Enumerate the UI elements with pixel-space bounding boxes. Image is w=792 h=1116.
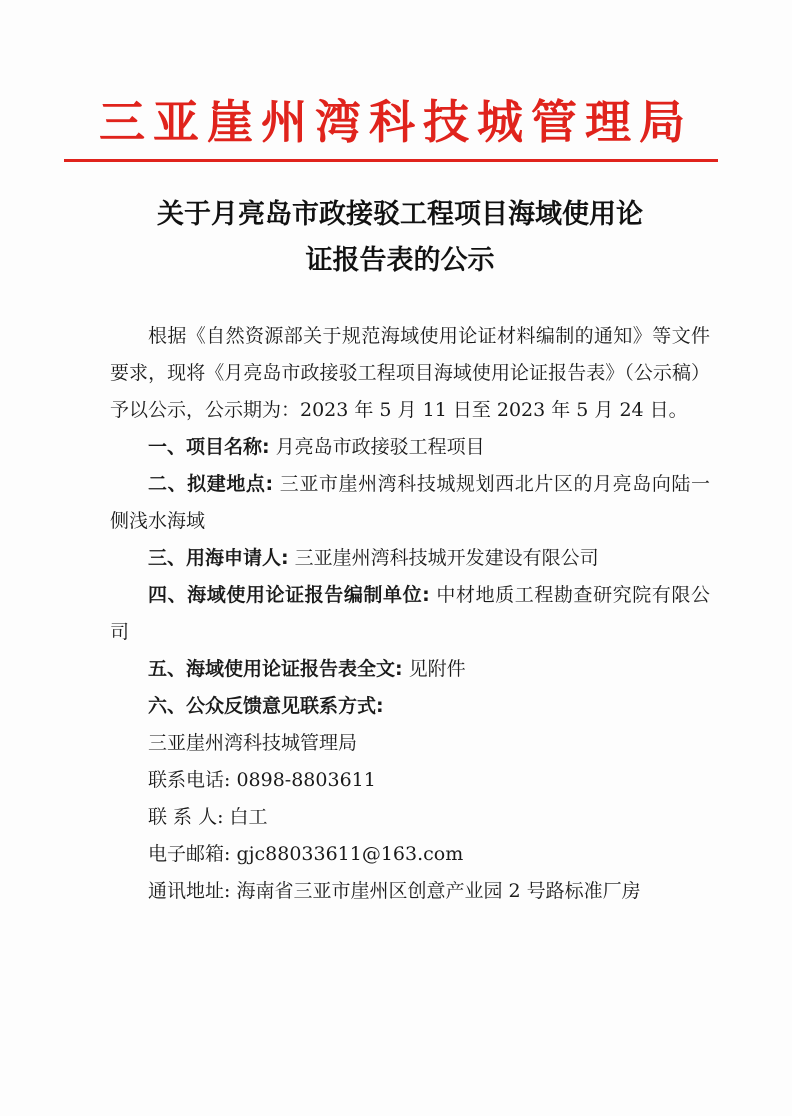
document-title-line-1: 关于月亮岛市政接驳工程项目海域使用论 [157, 199, 643, 230]
item-project-name [110, 429, 710, 466]
contact-person: 联 系 人: 白工 [148, 806, 268, 828]
contact-phone: 联系电话: 0898-8803611 [148, 769, 376, 791]
item-value: 月亮岛市政接驳工程项目 [269, 436, 485, 458]
item-label: 六、公众反馈意见联系方式: [148, 695, 384, 717]
item-feedback-contact [110, 688, 710, 725]
contact-address: 通讯地址: 海南省三亚市崖州区创意产业园 2 号路标准厂房 [148, 880, 641, 902]
contact-email: 电子邮箱: gjc88033611@163.com [148, 843, 464, 865]
item-label: 三、用海申请人: [148, 547, 289, 569]
intro-paragraph: 根据《自然资源部关于规范海域使用论证材料编制的通知》等文件要求，现将《月亮岛市政接驳工程项目海域使用论证报告表》（公示稿）予以公示，公示期为：2023 年 5 月 11 日至 2023 年 5 月 24 日。 [110, 325, 710, 421]
agency-letterhead: 三亚崖州湾科技城管理局 [99, 95, 693, 149]
item-label: 二、拟建地点: [148, 473, 274, 495]
item-value: 三亚市崖州湾科技城规划西北片区的月亮岛向陆一侧浅水海域 [110, 473, 710, 532]
item-full-report [110, 651, 710, 688]
document-body [110, 318, 710, 910]
item-label: 四、海域使用论证报告编制单位: [148, 584, 430, 606]
item-applicant [110, 540, 710, 577]
item-label: 五、海域使用论证报告表全文: [148, 658, 403, 680]
item-value: 见附件 [402, 658, 466, 680]
item-value: 中材地质工程勘查研究院有限公司 [110, 584, 710, 643]
document-title-line-2: 证报告表的公示 [305, 245, 495, 276]
contact-org: 三亚崖州湾科技城管理局 [148, 732, 358, 754]
letterhead-red-rule [64, 159, 718, 162]
item-value: 三亚崖州湾科技城开发建设有限公司 [288, 547, 599, 569]
item-report-author [110, 577, 710, 651]
document-title [100, 192, 700, 284]
item-label: 一、项目名称: [148, 436, 270, 458]
item-location [110, 466, 710, 540]
